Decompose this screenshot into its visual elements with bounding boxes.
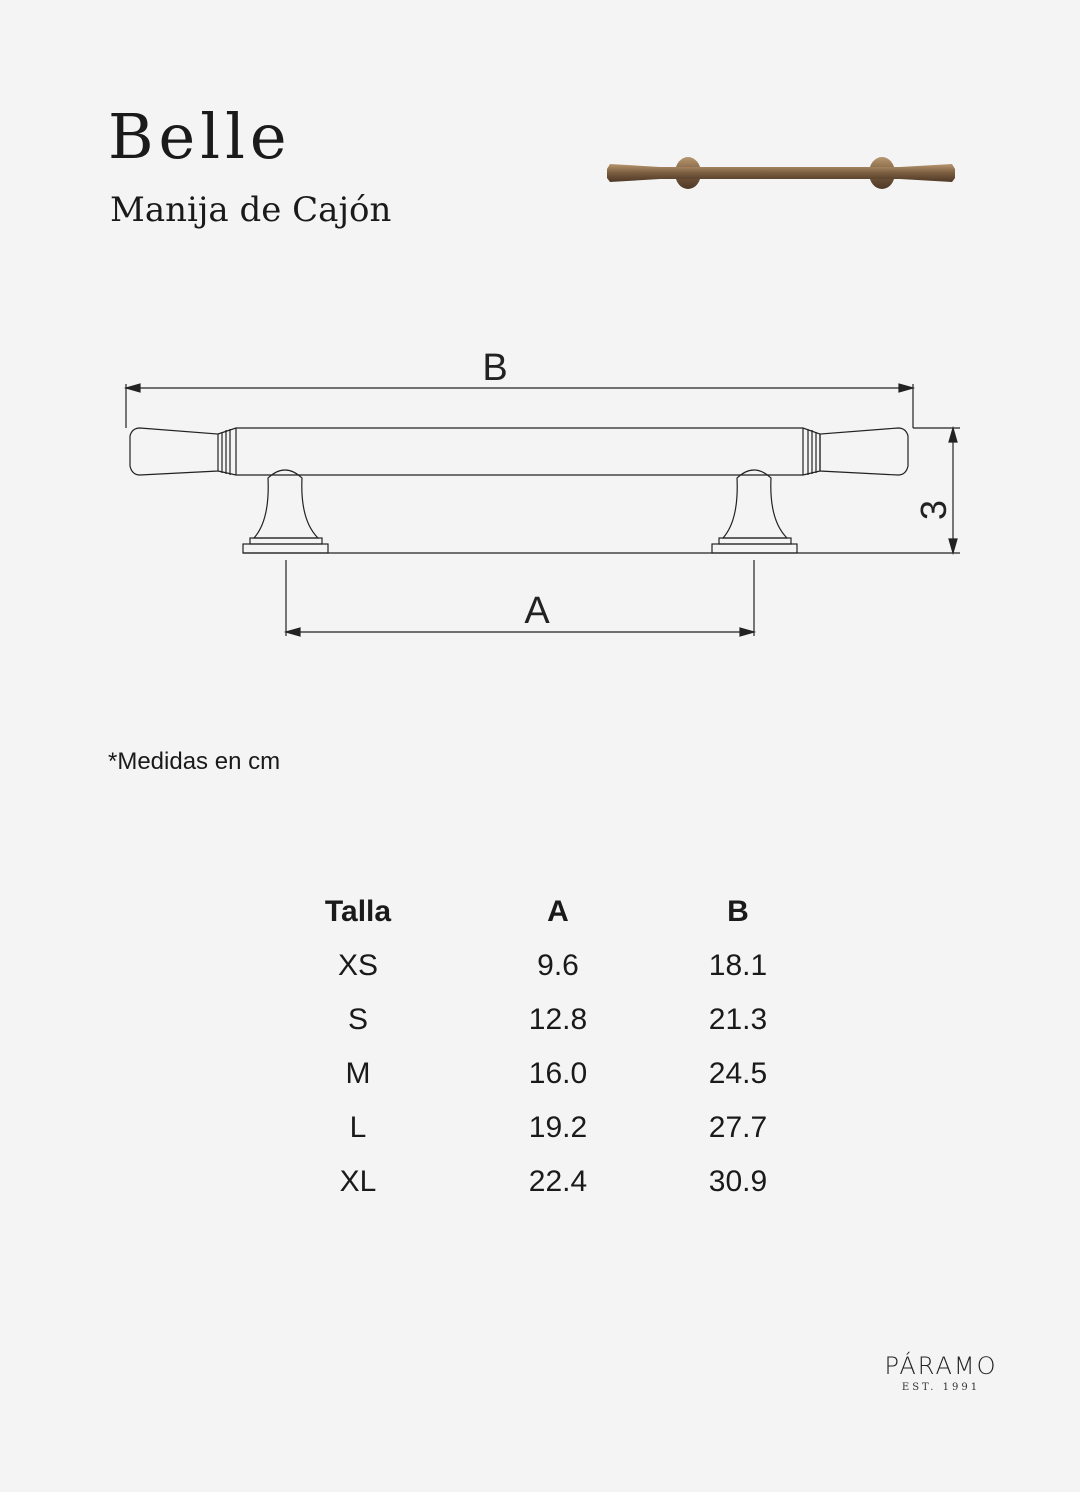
- a-cell: 16.0: [528, 1057, 588, 1090]
- table-row: [0, 1111, 1080, 1165]
- header-b: B: [727, 895, 749, 928]
- table-row: [0, 949, 1080, 1003]
- table-row: [0, 1165, 1080, 1219]
- handle-photo: [600, 145, 962, 201]
- b-cell: 21.3: [708, 1003, 768, 1036]
- product-title: Belle: [108, 100, 292, 173]
- size-table: [0, 895, 1080, 1219]
- table-header-row: [0, 895, 1080, 949]
- handle-dimension-drawing: [100, 330, 980, 660]
- b-cell: 24.5: [708, 1057, 768, 1090]
- a-cell: 9.6: [537, 949, 579, 982]
- size-cell: XL: [339, 1165, 377, 1198]
- size-cell: M: [345, 1057, 371, 1090]
- size-cell: XS: [337, 949, 379, 982]
- a-cell: 22.4: [528, 1165, 588, 1198]
- product-subtitle: Manija de Cajón: [110, 190, 392, 230]
- dimension-label-height: 3: [913, 499, 954, 521]
- dimension-label-a: A: [524, 590, 550, 632]
- brand-established: EST. 1991: [901, 1382, 981, 1393]
- size-cell: L: [349, 1111, 367, 1144]
- table-row: [0, 1003, 1080, 1057]
- a-cell: 19.2: [528, 1111, 588, 1144]
- dimension-label-b: B: [482, 347, 508, 389]
- a-cell: 12.8: [528, 1003, 588, 1036]
- b-cell: 30.9: [708, 1165, 768, 1198]
- measurement-note: *Medidas en cm: [108, 748, 281, 775]
- b-cell: 27.7: [708, 1111, 768, 1144]
- table-row: [0, 1057, 1080, 1111]
- header-talla: Talla: [324, 895, 392, 928]
- brand-logo: [870, 1352, 1012, 1402]
- size-cell: S: [347, 1003, 368, 1036]
- brand-name: PÁRAMO: [884, 1352, 998, 1380]
- header-a: A: [547, 895, 569, 928]
- b-cell: 18.1: [708, 949, 768, 982]
